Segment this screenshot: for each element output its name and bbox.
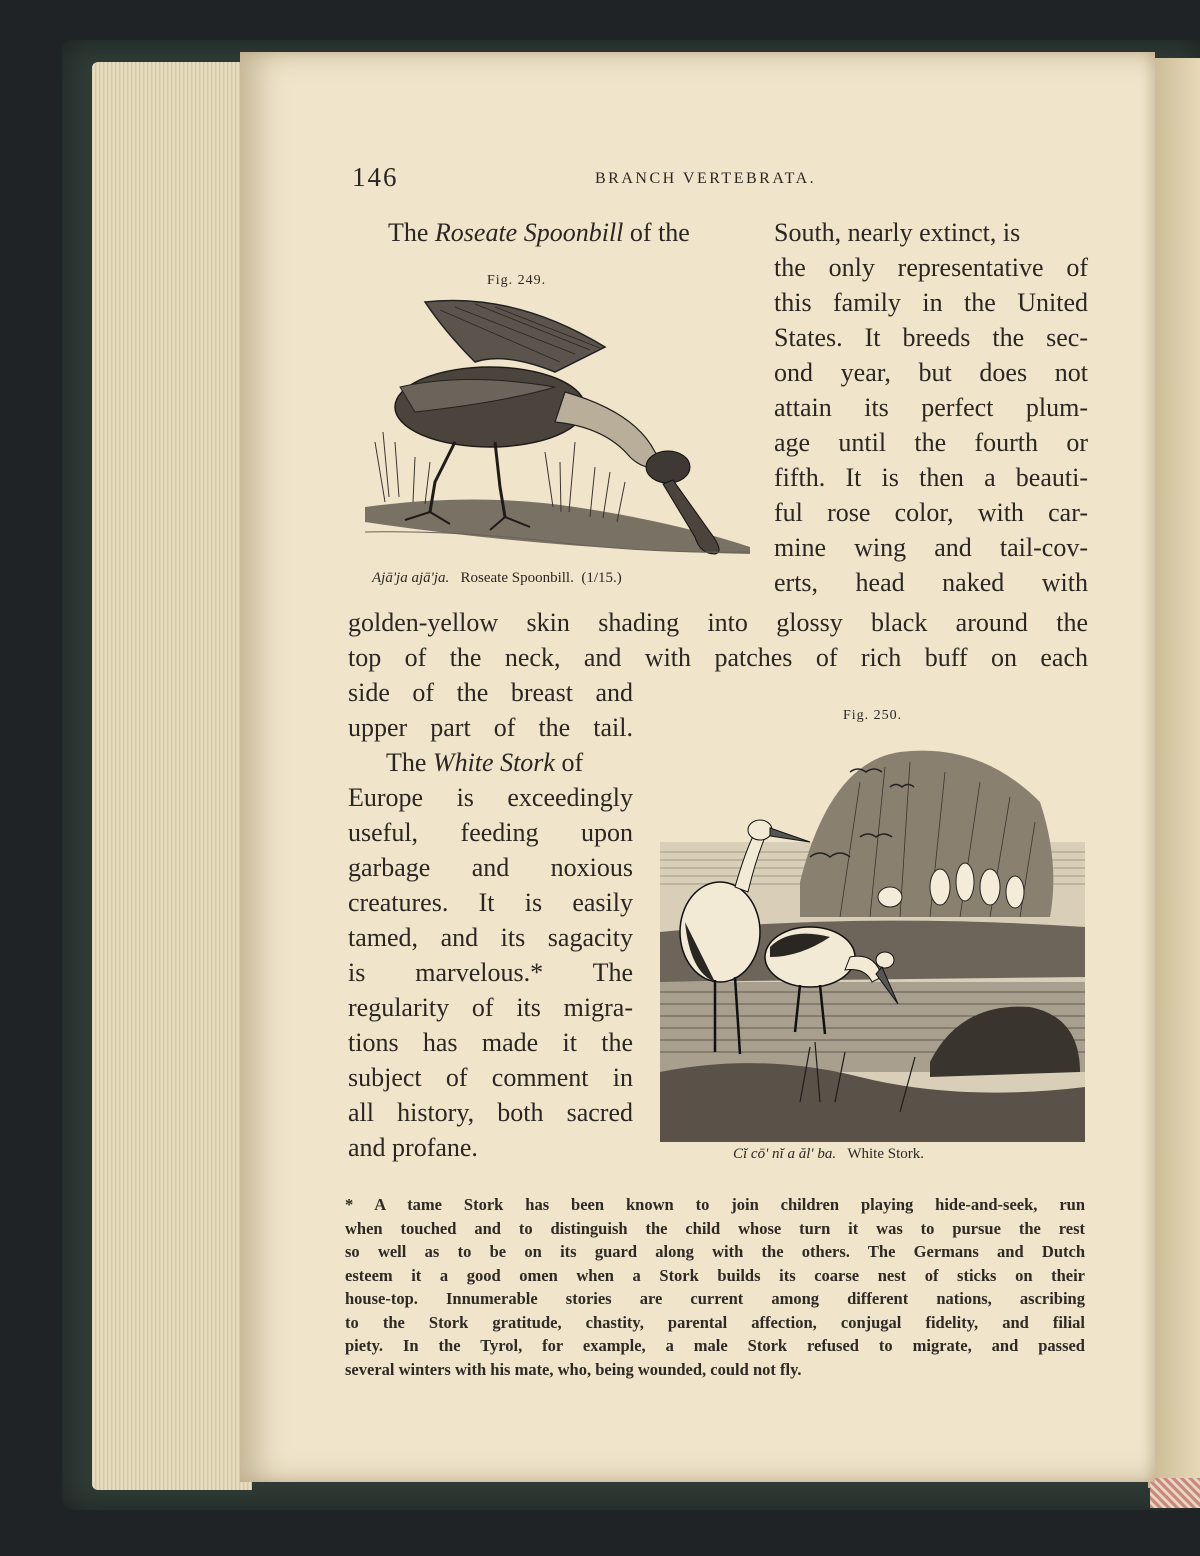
text-line: is marvelous.* The: [348, 958, 633, 987]
white-stork-illustration: [660, 742, 1085, 1142]
para1-line1-right: South, nearly extinct, is: [774, 218, 1021, 247]
fig249-label: Fig. 249.: [487, 273, 547, 288]
page-number: 146: [352, 162, 399, 192]
fig250-label: Fig. 250.: [843, 708, 903, 723]
text-line: tions has made it the: [348, 1028, 633, 1057]
footnote-line: so well as to be on its guard along with the others. The Germans and Dutch: [345, 1242, 1085, 1261]
text-line: and profane.: [348, 1133, 478, 1162]
text-line: tamed, and its sagacity: [348, 923, 633, 952]
text-line: the only representative of: [774, 253, 1088, 282]
footnote-line: to the Stork gratitude, chastity, parental affection, conjugal fidelity, and filial: [345, 1312, 1085, 1332]
text-line: golden-yellow skin shading into glossy black around the: [348, 608, 1088, 637]
footnote-line: piety. In the Tyrol, for example, a male Stork refused to migrate, and passed: [345, 1336, 1085, 1355]
fig250-caption: Cĭ cō' nĭ a ăl' ba. White Stork.: [733, 1146, 924, 1162]
text-line: useful, feeding upon: [348, 818, 633, 847]
para2-line1: The White Stork of: [386, 748, 584, 777]
cloth-corner: [1150, 1478, 1200, 1508]
footnote-line: house-top. Innumerable stories are current among different nations, ascribing: [345, 1289, 1085, 1308]
fig249-caption: Ajā'ja ajā'ja. Roseate Spoonbill. (1/15.): [372, 570, 622, 586]
para1-line1-left: The Roseate Spoonbill of the: [388, 218, 690, 247]
text-line: top of the neck, and with patches of rich buff on each: [348, 643, 1088, 672]
text-line: side of the breast and: [348, 678, 633, 707]
text-line: age until the fourth or: [774, 428, 1088, 457]
text-line: upper part of the tail.: [348, 713, 633, 742]
text-line: fifth. It is then a beauti-: [774, 463, 1088, 492]
footnote-line: * A tame Stork has been known to join children playing hide-and-seek, run: [345, 1195, 1085, 1214]
footnote-line: when touched and to distinguish the child whose turn it was to pursue the rest: [345, 1218, 1085, 1238]
text-line: regularity of its migra-: [348, 993, 633, 1022]
text-line: mine wing and tail-cov-: [774, 533, 1088, 562]
footnote-line: several winters with his mate, who, being wounded, could not fly.: [345, 1359, 802, 1379]
roseate-spoonbill-illustration: [355, 292, 755, 562]
text-line: this family in the United: [774, 288, 1088, 317]
text-line: attain its perfect plum-: [774, 393, 1088, 422]
text-line: erts, head naked with: [774, 568, 1088, 597]
running-header: BRANCH VERTEBRATA.: [595, 170, 817, 187]
text-line: Europe is exceedingly: [348, 783, 633, 812]
text-line: all history, both sacred: [348, 1098, 633, 1127]
text-line: garbage and noxious: [348, 853, 633, 882]
text-line: creatures. It is easily: [348, 888, 633, 917]
footnote-line: esteem it a good omen when a Stork builds its coarse nest of sticks on their: [345, 1265, 1085, 1285]
page-edges: [92, 62, 252, 1490]
facing-page-edge: [1148, 58, 1200, 1488]
text-line: States. It breeds the sec-: [774, 323, 1088, 352]
text-line: ond year, but does not: [774, 358, 1088, 387]
text-line: subject of comment in: [348, 1063, 633, 1092]
text-line: ful rose color, with car-: [774, 498, 1088, 527]
